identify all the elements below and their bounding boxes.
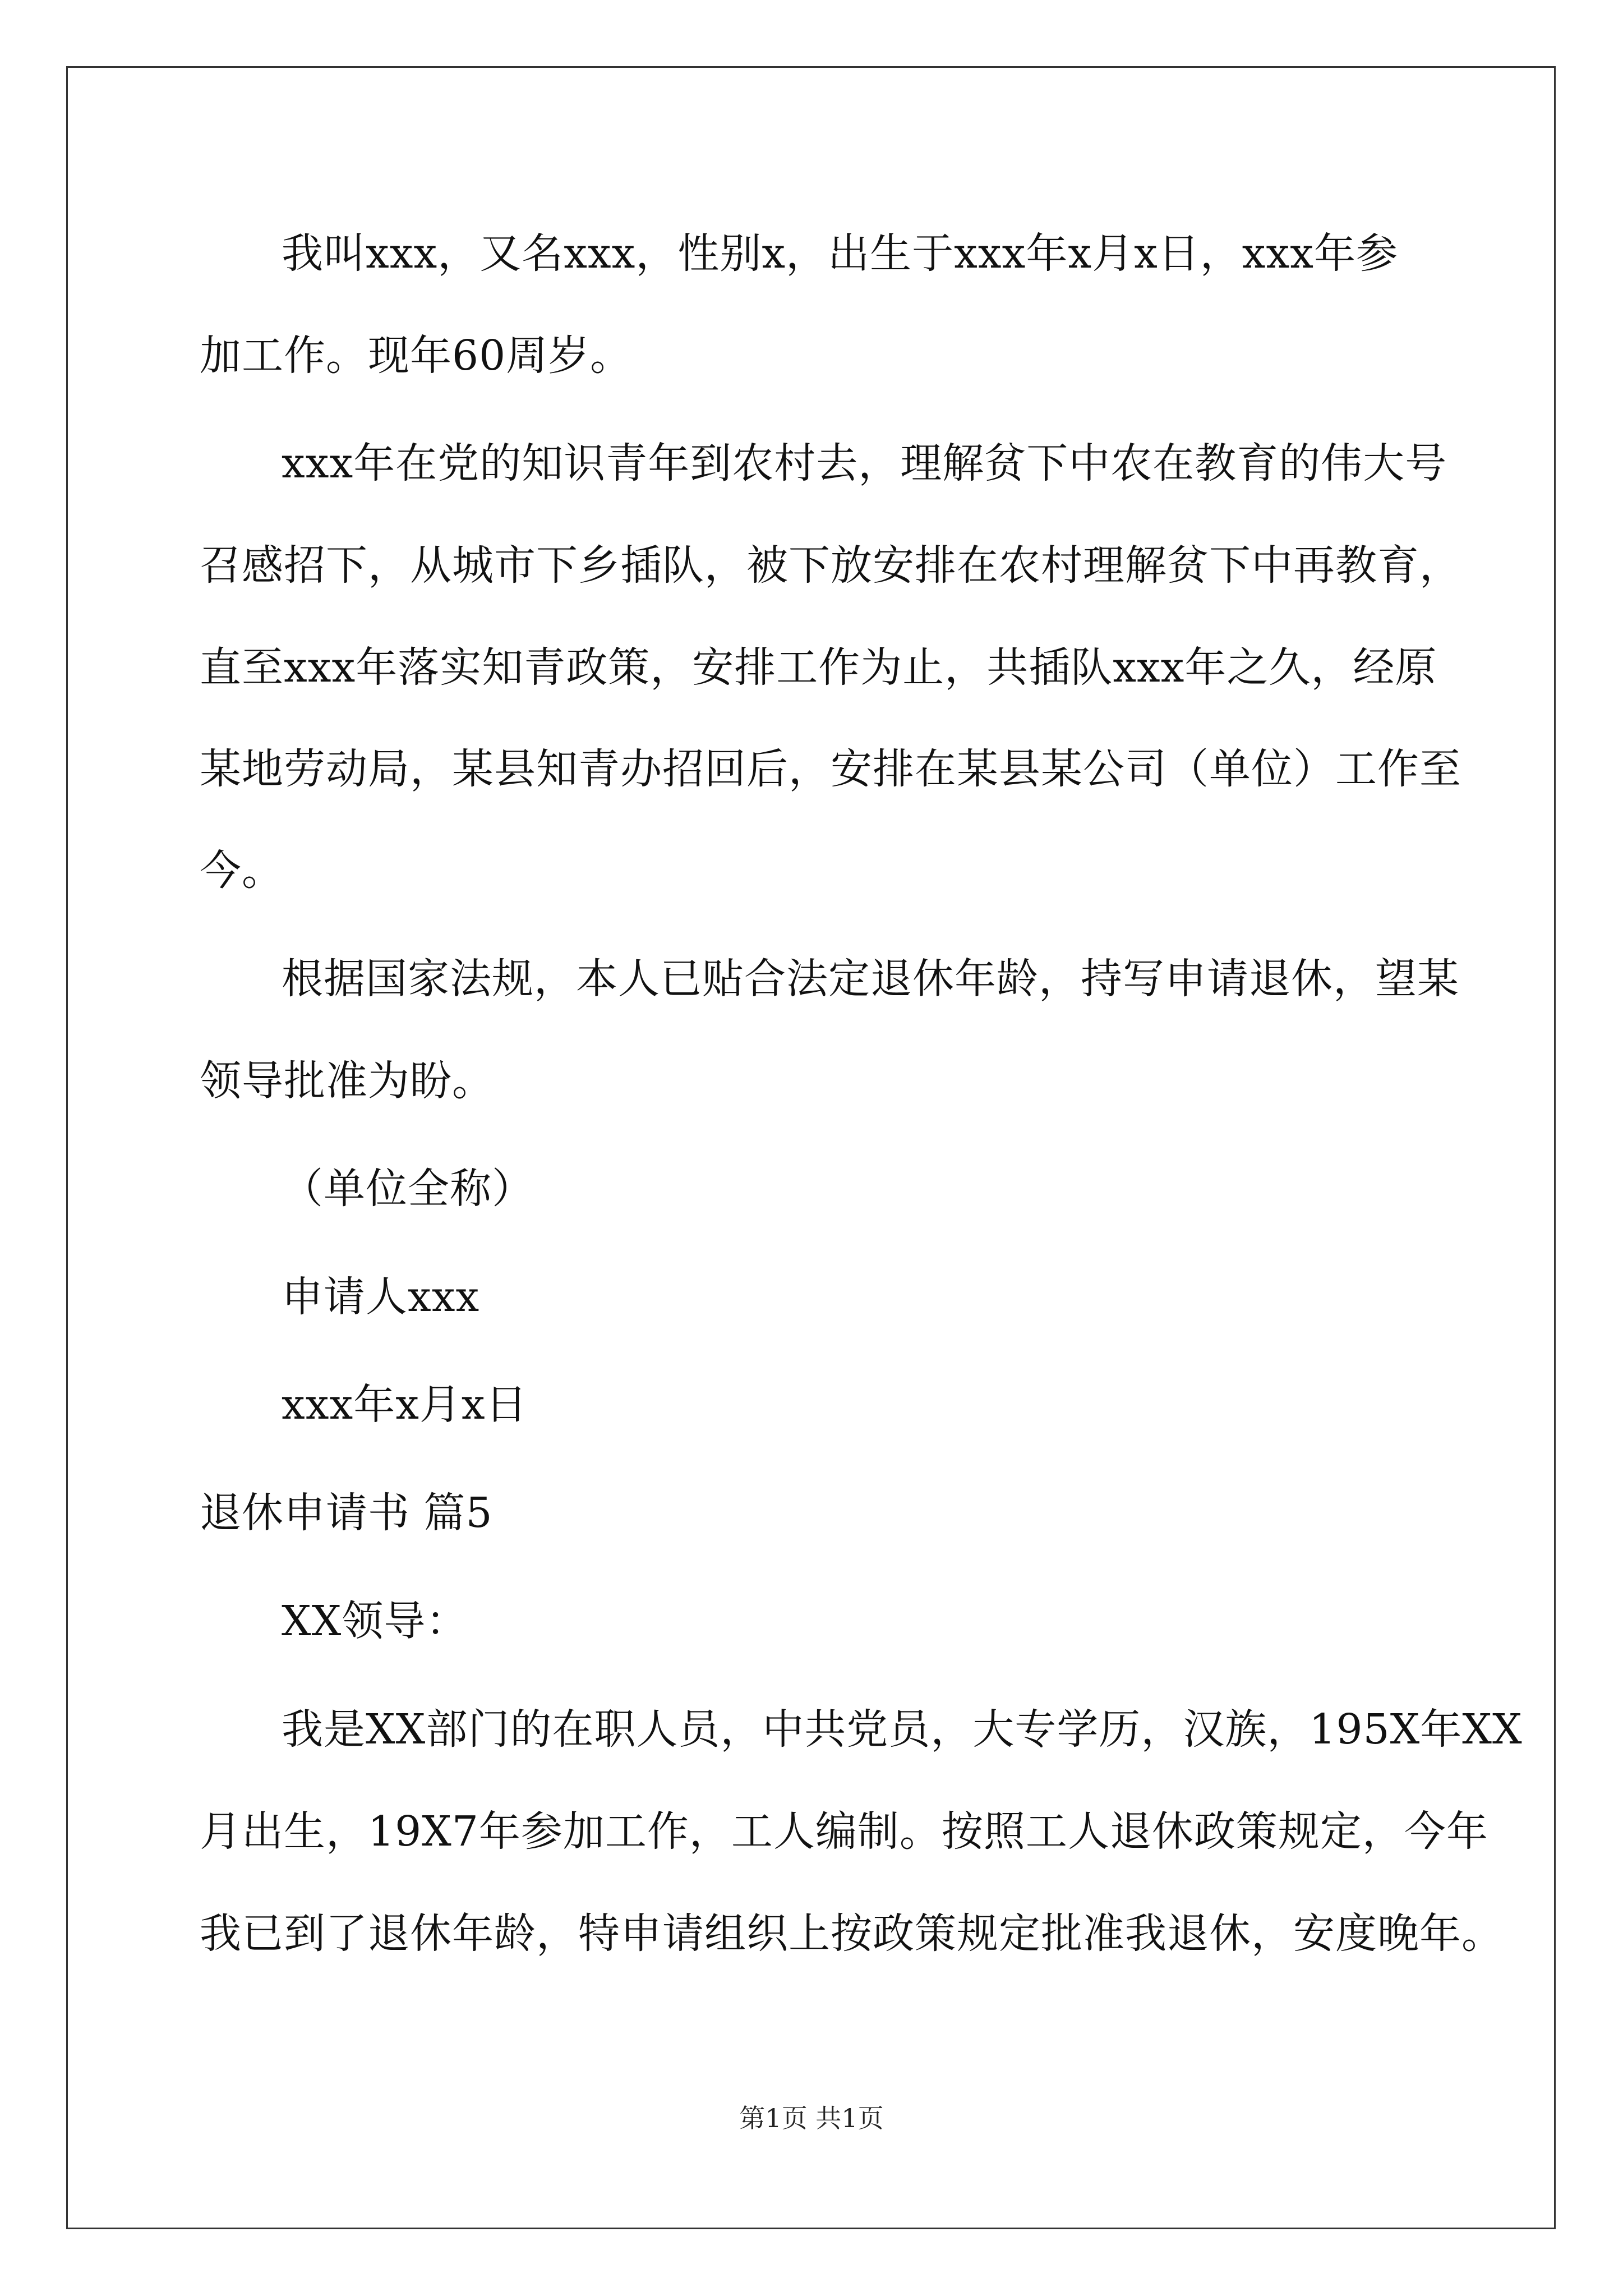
paragraph-2-line-5: 今。 (200, 846, 284, 895)
paragraph-4-line-1: 我是XX部门的在职人员，中共党员，大专学历，汉族，195X年XX (282, 1705, 1523, 1754)
unit-full-name: （单位全称） (282, 1165, 534, 1213)
paragraph-2-line-2: 召感招下，从城市下乡插队，被下放安排在农村理解贫下中再教育， (200, 541, 1461, 590)
date-line: xxx年x月x日 (282, 1381, 528, 1429)
applicant-line: 申请人xxx (282, 1273, 480, 1321)
paragraph-1-line-2: 加工作。现年60周岁。 (200, 332, 633, 380)
paragraph-4-line-3: 我已到了退休年龄，特申请组织上按政策规定批准我退休，安度晚年。 (200, 1910, 1504, 1958)
page-footer: 第1页 共1页 (739, 2103, 884, 2133)
paragraph-4-line-2: 月出生，19X7年参加工作，工人编制。按照工人退休政策规定，今年 (200, 1807, 1488, 1856)
paragraph-3-line-1: 根据国家法规，本人已贴合法定退休年龄，持写申请退休，望某 (282, 955, 1459, 1003)
paragraph-1-line-1: 我叫xxx，又名xxx，性别x，出生于xxx年x月x日，xxx年参 (282, 229, 1398, 278)
section-title: 退休申请书 篇5 (200, 1489, 493, 1537)
page-border (66, 66, 1556, 2229)
paragraph-2-line-3: 直至xxx年落实知青政策，安排工作为止，共插队xxx年之久，经原 (200, 643, 1437, 692)
paragraph-2-line-4: 某地劳动局，某县知青办招回后，安排在某县某公司（单位）工作至 (200, 745, 1461, 793)
paragraph-3-line-2: 领导批准为盼。 (200, 1057, 494, 1105)
salutation: XX领导： (282, 1597, 468, 1645)
paragraph-2-line-1: xxx年在党的知识青年到农村去，理解贫下中农在教育的伟大号 (282, 439, 1447, 487)
